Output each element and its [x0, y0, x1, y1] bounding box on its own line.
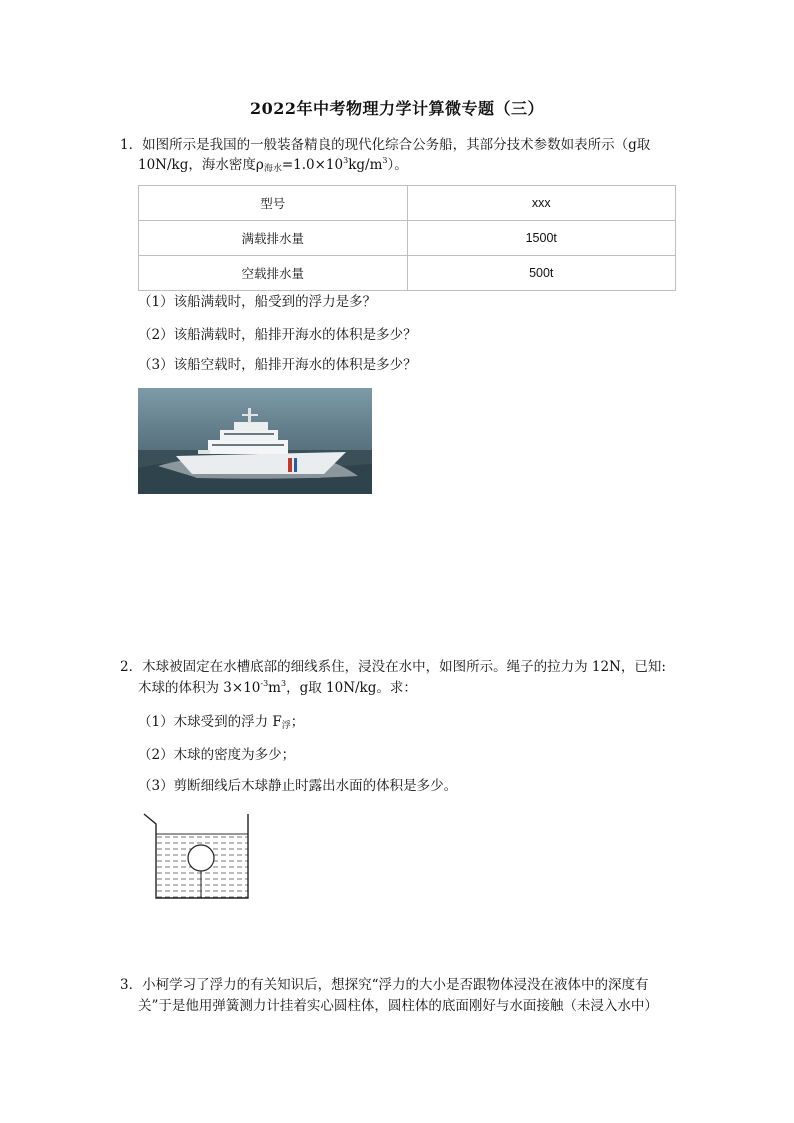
table-cell: xxx [407, 186, 676, 221]
q2-sub-question-3: （3）剪断细线后木球静止时露出水面的体积是多少。 [138, 778, 458, 794]
table-row [139, 256, 676, 291]
patrol-ship-photo-icon [138, 388, 372, 494]
page-title: 2022年中考物理力学计算微专题（三） [249, 99, 545, 118]
q1-text-line1: 1．如图所示是我国的一般装备精良的现代化综合公务船，其部分技术参数如表所示（g取 [120, 137, 651, 153]
q1-sub-question-3: （3）该船空载时，船排开海水的体积是多少？ [138, 357, 417, 373]
q1-sub-question-2: （2）该船满载时，船排开海水的体积是多少？ [138, 327, 417, 343]
table-cell: 1500t [407, 221, 676, 256]
ship-spec-table [138, 185, 676, 291]
table-cell: 型号 [139, 186, 408, 221]
table-cell: 满载排水量 [139, 221, 408, 256]
q1-text-line2: 10N/kg，海水密度$\rho_{海水}=1.0\times 10^3kg/m^3$）。 [138, 156, 408, 174]
q1-sub-question-1: （1）该船满载时，船受到的浮力是多？ [138, 294, 377, 310]
q3-text-line2: 关”于是他用弹簧测力计挂着实心圆柱体，圆柱体的底面刚好与水面接触（未浸入水中） [138, 998, 658, 1014]
table-cell: 500t [407, 256, 676, 291]
q2-sub-question-2: （2）木球的密度为多少； [138, 747, 296, 763]
beaker-ball-diagram-icon [140, 810, 260, 902]
q3-text-line1: 3．小柯学习了浮力的有关知识后，想探究“浮力的大小是否跟物体浸没在液体中的深度有 [120, 977, 649, 993]
q2-text-line2: 木球的体积为 $3\times 10^{-3}m^3$，g取 10N/kg。求： [138, 679, 417, 696]
table-row [139, 221, 676, 256]
q2-text-line1: 2．木球被固定在水槽底部的细线系住，浸没在水中，如图所示。绳子的拉力为 12N，已知: [120, 659, 666, 675]
q2-sub-question-1: （1）木球受到的浮力 $F_浮$； [138, 714, 305, 731]
table-cell: 空载排水量 [139, 256, 408, 291]
table-row [139, 186, 676, 221]
